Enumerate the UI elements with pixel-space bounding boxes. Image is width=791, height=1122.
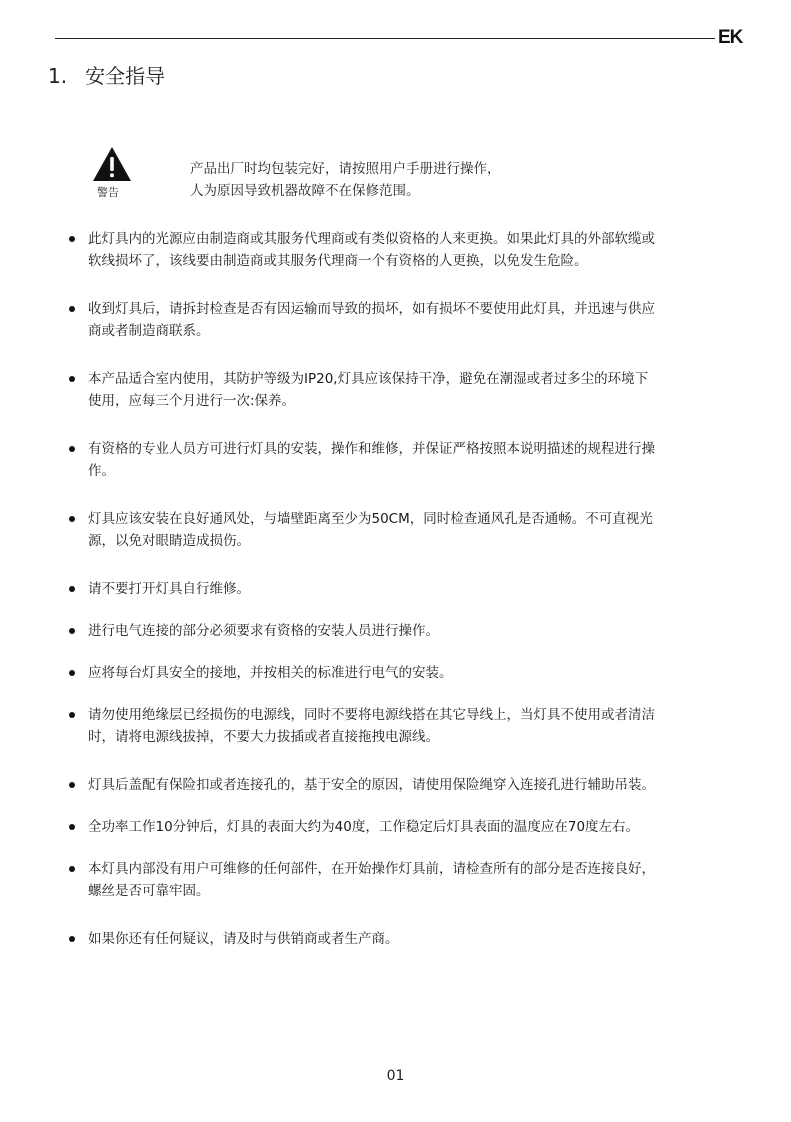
bullet-line: 软线损坏了，该线要由制造商或其服务代理商一个有资格的人更换，以免发生危险。 [88,253,588,269]
bullet-item [68,298,728,342]
warning-triangle-icon [92,146,132,182]
bullet-item [68,508,728,552]
bullet-line: 螺丝是否可靠牢固。 [88,883,210,899]
bullet-line: 此灯具内的光源应由制造商或其服务代理商或有类似资格的人来更换。如果此灯具的外部软缆或 [88,231,655,247]
section-number: 1. [48,64,68,88]
safety-bullet-list [68,228,728,950]
bullet-item [68,620,728,642]
bullet-line: 灯具应该安装在良好通风处，与墙壁距离至少为50CM，同时检查通风孔是否通畅。不可直视光 [88,511,653,527]
page-number: 01 [386,1068,405,1084]
warning-label: 警告 [97,186,119,199]
bullet-line: 全功率工作10分钟后，灯具的表面大约为40度，工作稳定后灯具表面的温度应在70度左右。 [88,819,640,835]
brand-logo: EK [718,27,743,48]
bullet-line: 收到灯具后，请拆封检查是否有因运输而导致的损坏，如有损坏不要使用此灯具，并迅速与供应 [88,301,655,317]
bullet-line: 本产品适合室内使用，其防护等级为IP20,灯具应该保持干净，避免在潮湿或者过多尘的环境下 [88,371,649,387]
bullet-line: 本灯具内部没有用户可维修的任何部件，在开始操作灯具前，请检查所有的部分是否连接良好， [88,861,655,877]
bullet-item [68,816,728,838]
bullet-line: 时，请将电源线拔掉，不要大力拔插或者直接拖拽电源线。 [88,729,439,745]
bullet-item [68,704,728,748]
bullet-item [68,774,728,796]
bullet-item [68,662,728,684]
header-rule [55,38,715,39]
bullet-item [68,578,728,600]
bullet-item [68,858,728,902]
bullet-item [68,368,728,412]
bullet-line: 灯具后盖配有保险扣或者连接孔的，基于安全的原因，请使用保险绳穿入连接孔进行辅助吊装。 [88,777,655,793]
bullet-line: 请不要打开灯具自行维修。 [88,581,250,597]
bullet-item [68,928,728,950]
bullet-line: 商或者制造商联系。 [88,323,210,339]
bullet-item [68,438,728,482]
warning-line: 人为原因导致机器故障不在保修范围。 [190,183,420,199]
bullet-line: 应将每台灯具安全的接地，并按相关的标准进行电气的安装。 [88,665,453,681]
bullet-line: 源，以免对眼睛造成损伤。 [88,533,250,549]
section-title-text: 安全指导 [85,64,166,88]
warning-text [190,158,501,202]
bullet-line: 如果你还有任何疑议，请及时与供销商或者生产商。 [88,931,399,947]
section-title [48,63,165,89]
bullet-line: 请勿使用绝缘层已经损伤的电源线，同时不要将电源线搭在其它导线上，当灯具不使用或者清洁 [88,707,655,723]
bullet-line: 有资格的专业人员方可进行灯具的安装，操作和维修，并保证严格按照本说明描述的规程进行操 [88,441,655,457]
warning-line: 产品出厂时均包装完好，请按照用户手册进行操作， [190,161,501,177]
bullet-item [68,228,728,272]
bullet-line: 使用，应每三个月进行一次:保养。 [88,393,296,409]
bullet-line: 作。 [88,463,115,479]
bullet-line: 进行电气连接的部分必须要求有资格的安装人员进行操作。 [88,623,439,639]
warning-block [92,146,692,206]
